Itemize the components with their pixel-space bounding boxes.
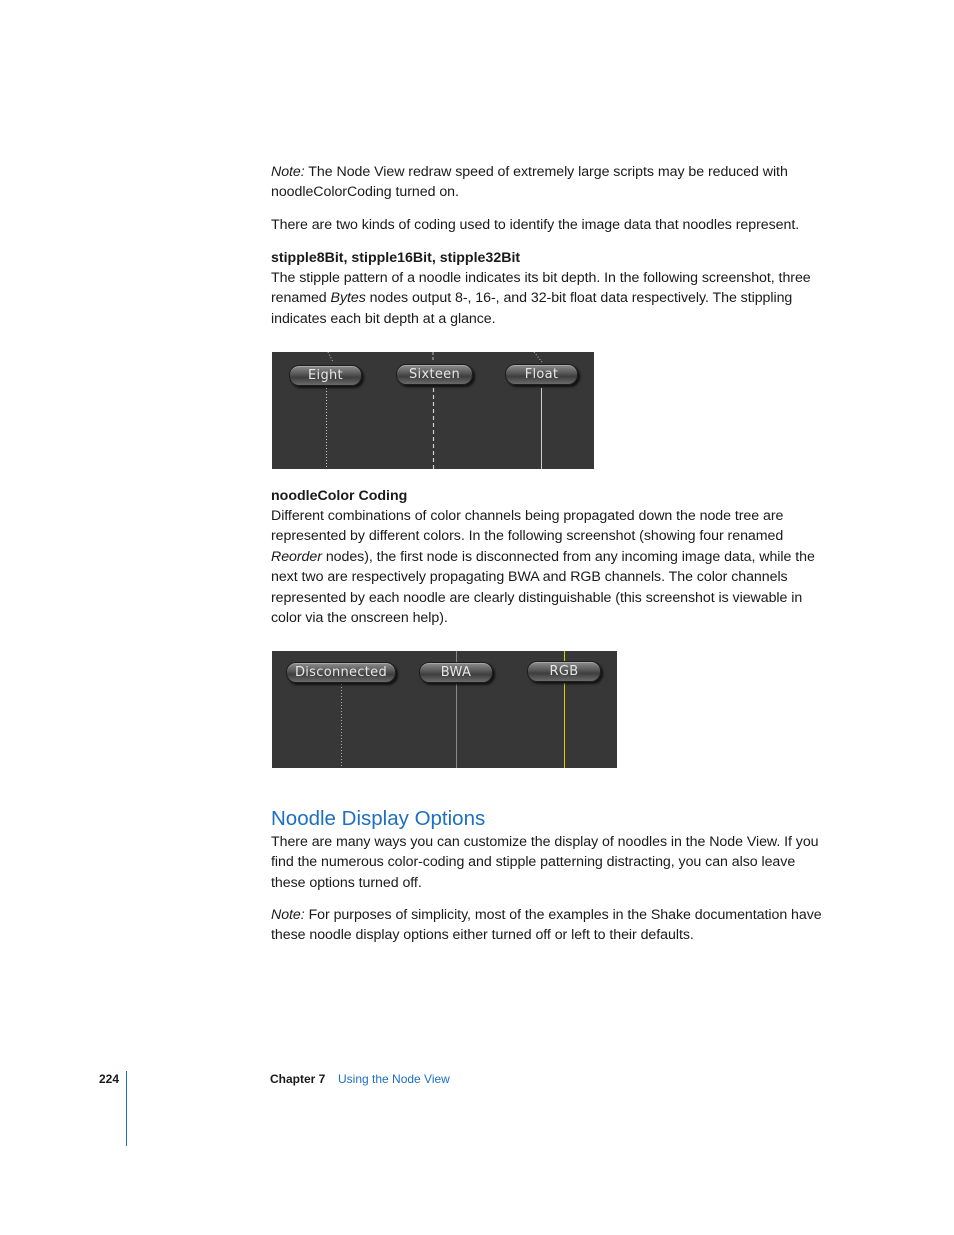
reorder-node-name: Reorder: [271, 548, 322, 565]
color-coding-heading: noodleColor Coding: [271, 488, 408, 504]
note-label: Note:: [271, 907, 305, 923]
noodle-eight-in: [328, 352, 333, 362]
chapter-title-link[interactable]: Using the Node View: [338, 1072, 450, 1086]
stipple-heading: stipple8Bit, stipple16Bit, stipple32Bit: [271, 250, 521, 266]
section-title: Noodle Display Options: [271, 807, 486, 830]
note-text: The Node View redraw speed of extremely large scripts may be reduced with noodleColorCoding turned on.: [271, 164, 788, 201]
chapter-label: Chapter 7: [270, 1072, 326, 1086]
node-disconnected[interactable]: Disconnected: [286, 662, 396, 683]
page-number: 224: [99, 1072, 120, 1086]
coding-intro-paragraph: There are two kinds of coding used to identify the image data that noodles represent.: [271, 217, 800, 233]
stipple-paragraph: The stipple pattern of a noodle indicates its bit depth. In the following screenshot, three renamed Bytes nodes output 8-, 16-, and 32-bit float data respectively. The stippling indicates each bit depth at a glance.: [271, 270, 811, 327]
noodle-float-in: [534, 352, 542, 362]
node-float[interactable]: Float: [505, 364, 578, 385]
node-sixteen[interactable]: Sixteen: [396, 364, 473, 385]
note-paragraph-2: [271, 905, 827, 946]
color-coding-paragraph: Different combinations of color channels being propagated down the node tree are represented by different colors. In the following screenshot (showing four renamed Reorder nodes), the first node is disconnected from any incoming image data, while the next two are respectively propagating BWA and RGB channels. The color channels represented by each noodle are clearly distinguishable (this screenshot is viewable in color via the onscreen help).: [271, 508, 815, 627]
node-rgb[interactable]: RGB: [527, 661, 601, 682]
node-eight[interactable]: Eight: [289, 365, 362, 386]
node-bwa[interactable]: BWA: [419, 662, 493, 683]
section-paragraph: There are many ways you can customize the display of noodles in the Node View. If you find the numerous color-coding and stipple patterning distracting, you can also leave these options turned off.: [271, 834, 819, 891]
note-label: Note:: [271, 164, 305, 180]
footer-rule: [126, 1071, 127, 1146]
note-text: For purposes of simplicity, most of the examples in the Shake documentation have these noodle display options either turned off or left to their defaults.: [271, 907, 822, 944]
color-coding-screenshot: [272, 651, 617, 768]
bytes-node-name: Bytes: [330, 290, 366, 307]
note-paragraph-1: [271, 162, 827, 203]
stipple-screenshot: [272, 352, 594, 469]
